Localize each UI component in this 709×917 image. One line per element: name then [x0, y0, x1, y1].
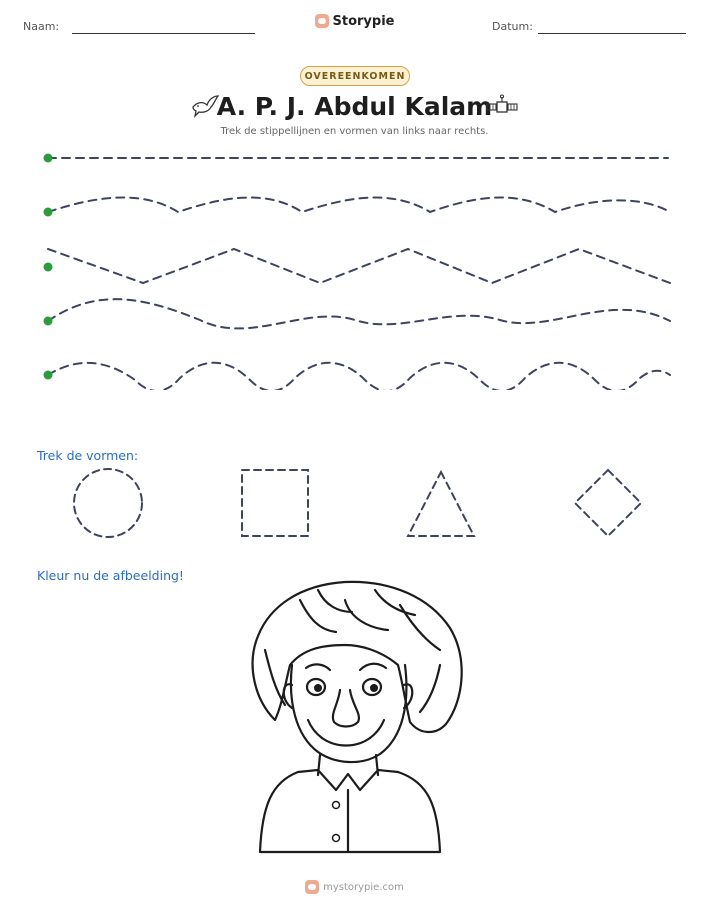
- name-field[interactable]: [72, 33, 255, 34]
- activity-badge: OVEREENKOMEN: [300, 66, 410, 86]
- collar: [298, 770, 398, 790]
- shirt-button: [333, 802, 340, 809]
- mouth: [322, 738, 370, 746]
- shirt: [260, 772, 440, 852]
- nose: [333, 690, 359, 727]
- date-field[interactable]: [538, 33, 686, 34]
- name-label: Naam:: [23, 20, 60, 33]
- start-dot: [44, 317, 53, 326]
- tracing-lines: [0, 140, 709, 390]
- tracing-line-soft-wave: [48, 198, 670, 212]
- page-title: A. P. J. Abdul Kalam: [216, 92, 493, 121]
- portrait-illustration: [240, 578, 470, 858]
- shirt-button: [333, 835, 340, 842]
- footer-text: mystorypie.com: [323, 881, 404, 893]
- start-dot: [44, 208, 53, 217]
- date-label: Datum:: [492, 20, 533, 33]
- shape-diamond: [575, 470, 641, 536]
- shape-triangle: [408, 472, 474, 536]
- face: [291, 665, 406, 762]
- instruction-text: Trek de stippellijnen en vormen van links naar rechts.: [220, 126, 489, 137]
- tracing-line-deep-wave: [48, 363, 670, 390]
- start-dot: [44, 263, 53, 272]
- shapes-label: Trek de vormen:: [37, 448, 139, 463]
- tracing-line-wave: [48, 299, 670, 328]
- brand: [0, 13, 709, 32]
- coloring-label: Kleur nu de afbeelding!: [37, 568, 184, 583]
- brand-name: Storypie: [332, 13, 395, 29]
- footer: [0, 880, 709, 897]
- tracing-shapes: [0, 464, 709, 544]
- satellite-icon: [485, 94, 519, 120]
- tracing-line-zigzag: [48, 249, 670, 283]
- start-dot: [44, 371, 53, 380]
- storypie-logo-icon: [305, 880, 319, 894]
- storypie-logo-icon: [315, 14, 329, 28]
- shape-square: [242, 470, 308, 536]
- shape-circle: [74, 469, 142, 537]
- start-dot: [44, 154, 53, 163]
